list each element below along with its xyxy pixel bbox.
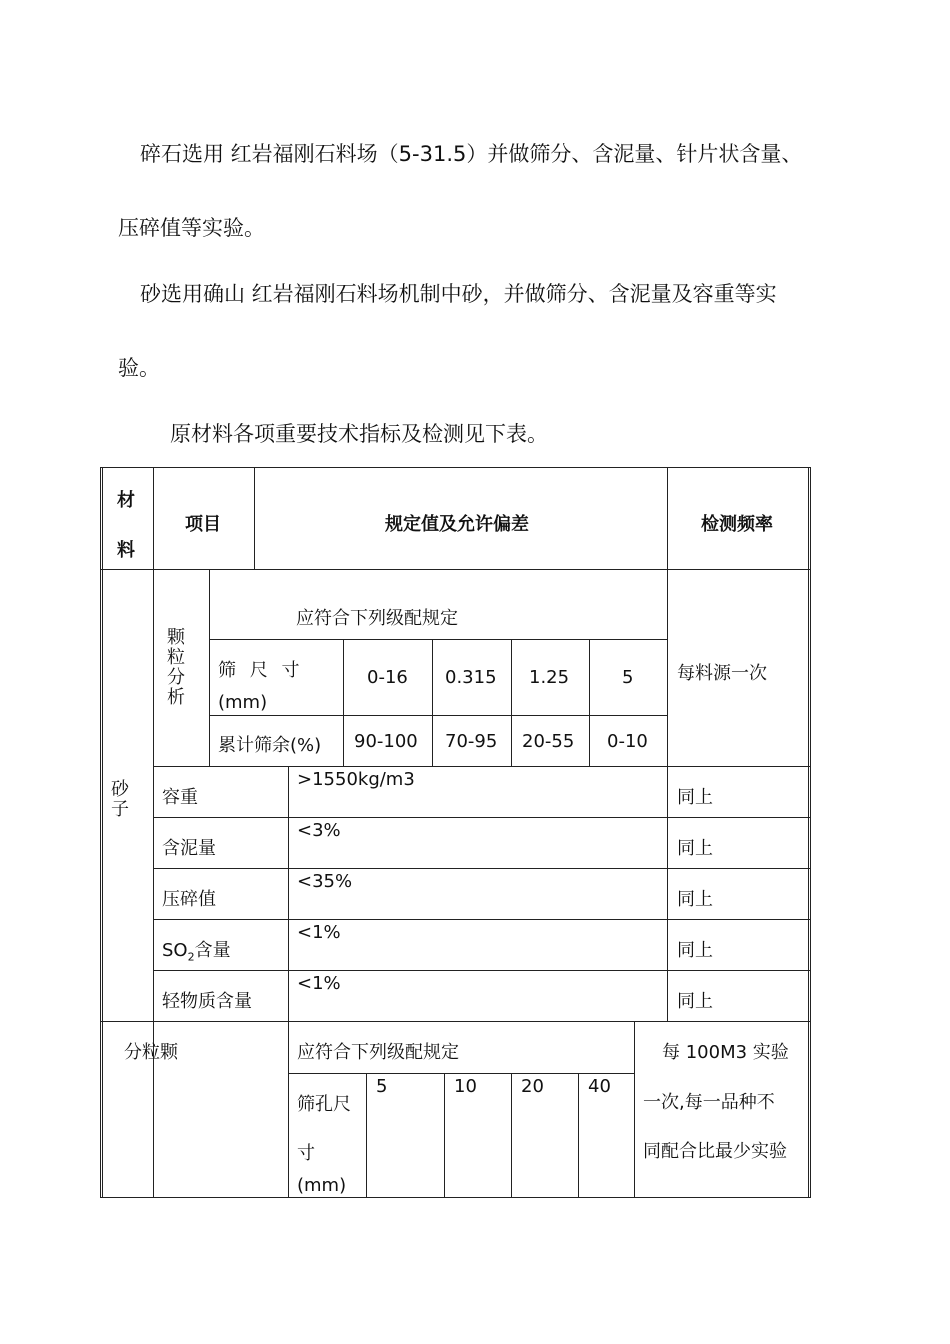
cum-label: 累计筛余(%): [218, 735, 322, 756]
table-rule: [288, 1073, 635, 1074]
table-rule: [209, 715, 668, 716]
sieve-label: 筛 尺 寸: [218, 660, 304, 681]
header-item: 项目: [185, 514, 221, 535]
stone-sieve-label: 寸: [297, 1143, 315, 1164]
paragraph-line: 砂选用确山 红岩福刚石料场机制中砂，并做筛分、含泥量及容重等实: [140, 282, 777, 306]
cum-value: 70-95: [445, 731, 498, 752]
table-border: [100, 1197, 811, 1198]
stone-grading-rule: 应符合下列级配规定: [297, 1042, 459, 1063]
row-name: 轻物质含量: [162, 991, 252, 1012]
row-value: <35%: [297, 871, 353, 892]
stone-sieve-size: 5: [376, 1076, 388, 1097]
table-rule: [667, 467, 668, 1021]
grading-label: 颗粒分析: [167, 627, 185, 708]
row-name: [162, 936, 231, 964]
row-freq: 同上: [677, 787, 713, 808]
table-rule: [100, 1021, 811, 1022]
table-border: [810, 467, 811, 1198]
row-name-main: SO: [162, 940, 188, 961]
table-border: [102, 467, 103, 1198]
row-value: <3%: [297, 820, 341, 841]
sieve-size: 0.315: [445, 667, 497, 688]
header-spec: 规定值及允许偏差: [385, 514, 529, 535]
table-rule: [153, 766, 811, 767]
row-freq: 同上: [677, 838, 713, 859]
row-name-subscript: 2: [187, 950, 195, 964]
table-rule: [100, 569, 811, 570]
table-rule: [209, 639, 668, 640]
cum-value: 0-10: [607, 731, 648, 752]
row-freq: 同上: [677, 991, 713, 1012]
table-border: [100, 467, 811, 468]
table-rule: [209, 569, 210, 767]
row-value: <1%: [297, 922, 341, 943]
stone-grading-label: 分粒颗: [124, 1042, 178, 1063]
stone-sieve-unit: (mm): [297, 1175, 347, 1196]
table-rule: [432, 639, 433, 767]
row-value: <1%: [297, 973, 341, 994]
stone-sieve-size: 40: [588, 1076, 611, 1097]
paragraph-line: 碎石选用 红岩福刚石料场（5-31.5）并做筛分、含泥量、针片状含量、: [140, 142, 803, 166]
sieve-size: 1.25: [529, 667, 570, 688]
table-rule: [589, 639, 590, 767]
table-rule: [288, 766, 289, 1198]
table-rule: [153, 919, 811, 920]
table-rule: [254, 467, 255, 570]
stone-sieve-label: 筛孔尺: [297, 1094, 351, 1115]
stone-sieve-size: 20: [521, 1076, 544, 1097]
table-rule: [153, 817, 811, 818]
row-name: 容重: [162, 787, 198, 808]
stone-freq: 每 100M3 实验: [662, 1042, 789, 1063]
table-rule: [343, 639, 344, 767]
table-rule: [511, 639, 512, 767]
stone-freq: 一次,每一品种不: [643, 1092, 775, 1113]
table-border: [100, 467, 101, 1198]
table-rule: [634, 1021, 635, 1198]
table-rule: [444, 1073, 445, 1198]
grading-rule: 应符合下列级配规定: [296, 608, 458, 629]
row-name-tail: 含量: [194, 940, 231, 961]
row-freq: 同上: [677, 940, 713, 961]
table-rule: [153, 868, 811, 869]
row-value: >1550kg/m3: [297, 769, 415, 790]
sieve-size: 0-16: [367, 667, 408, 688]
table-border: [808, 467, 809, 1198]
sand-label: 砂子: [111, 779, 129, 820]
freq-main: 每料源一次: [677, 663, 767, 684]
cum-value: 20-55: [522, 731, 575, 752]
header-material-bottom: 料: [117, 540, 135, 561]
row-name: 含泥量: [162, 838, 216, 859]
table-rule: [578, 1073, 579, 1198]
row-name: 压碎值: [162, 889, 216, 910]
header-frequency: 检测频率: [701, 514, 773, 535]
paragraph-line: 原材料各项重要技术指标及检测见下表。: [170, 422, 548, 446]
header-material-top: 材: [117, 490, 135, 511]
paragraph-line: 验。: [118, 356, 160, 380]
stone-freq: 同配合比最少实验: [643, 1141, 787, 1162]
sieve-unit: (mm): [218, 692, 268, 713]
sieve-size: 5: [622, 667, 634, 688]
table-rule: [153, 467, 154, 1198]
row-freq: 同上: [677, 889, 713, 910]
paragraph-line: 压碎值等实验。: [118, 216, 265, 240]
stone-sieve-size: 10: [454, 1076, 477, 1097]
table-rule: [153, 970, 811, 971]
table-rule: [511, 1073, 512, 1198]
table-rule: [366, 1073, 367, 1198]
cum-value: 90-100: [354, 731, 418, 752]
